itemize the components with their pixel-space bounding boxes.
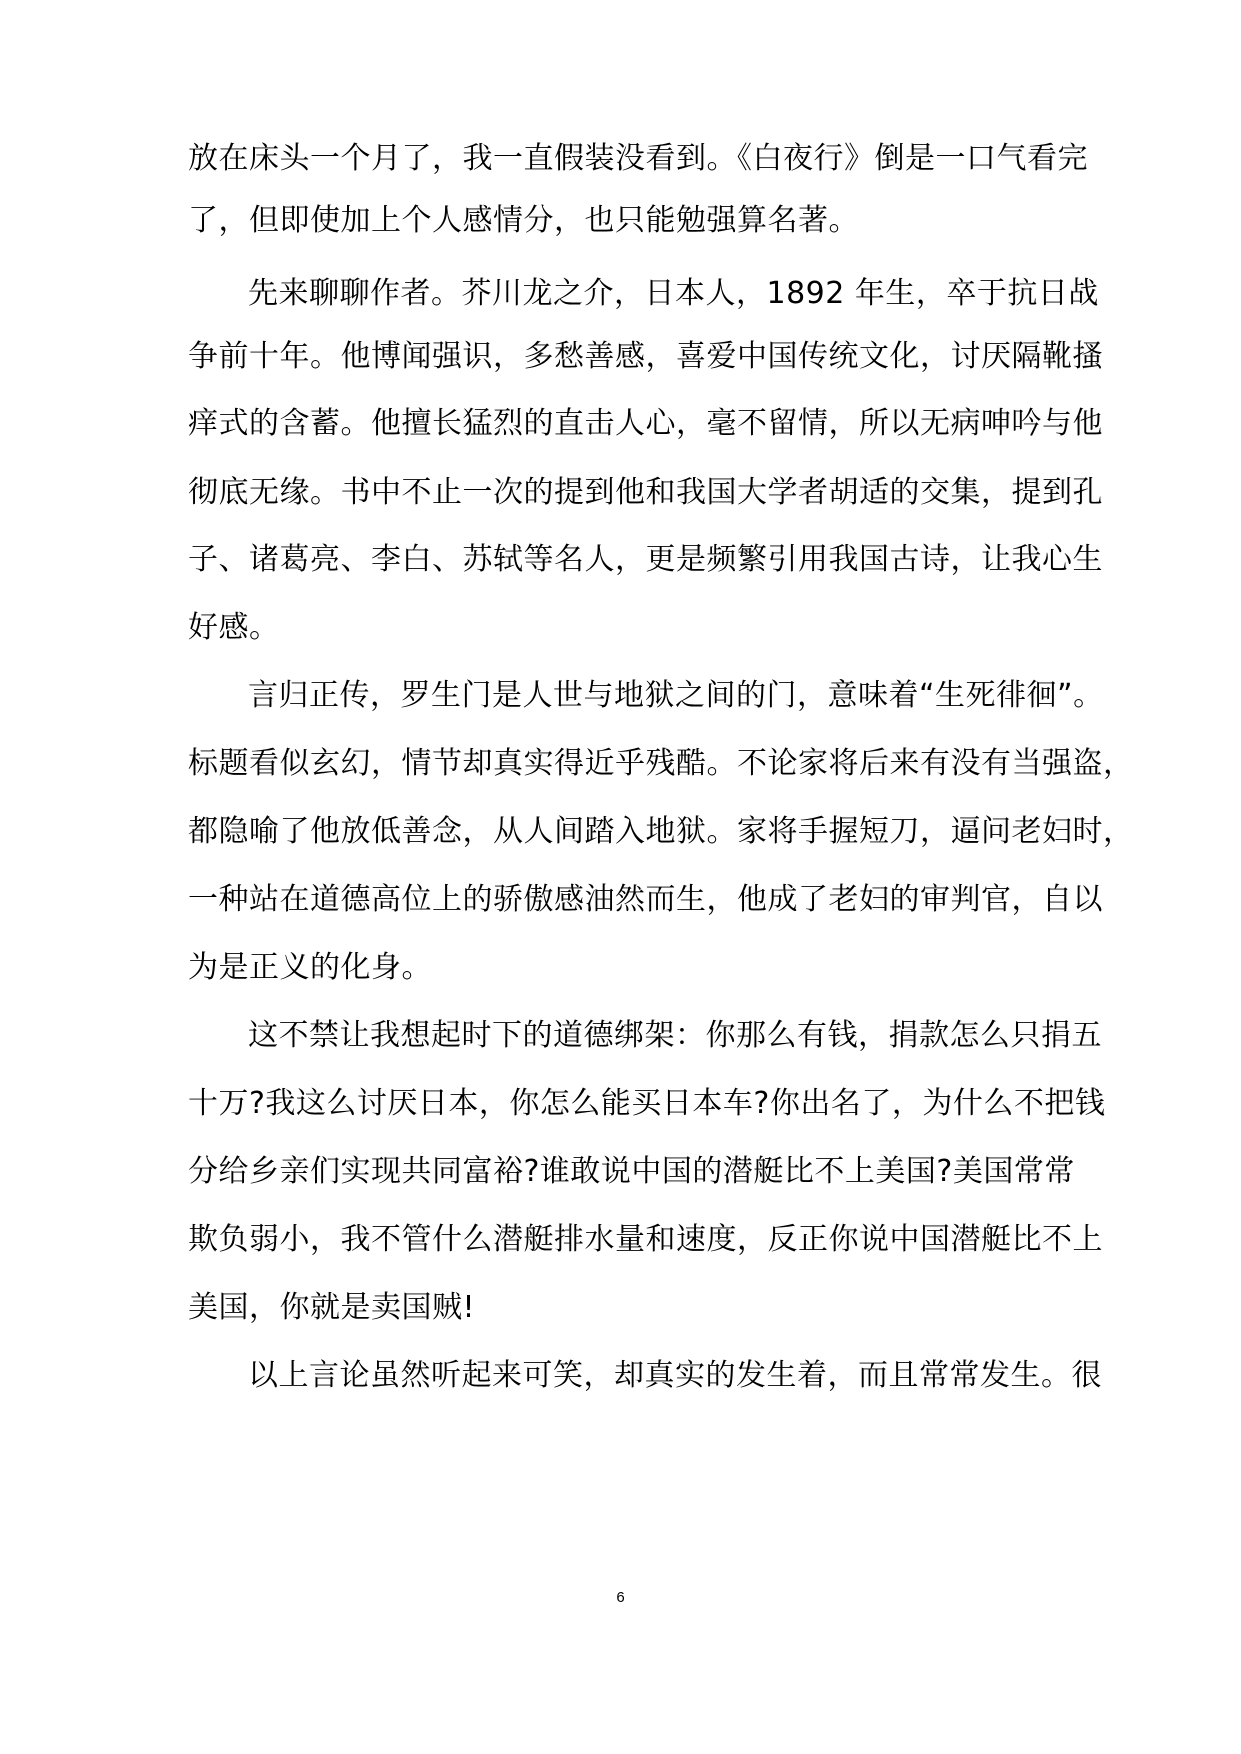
text-line-6: 彻底无缘。书中不止一次的提到他和我国大学者胡适的交集，提到孔 [188,475,1103,510]
text-line-4: 争前十年。他博闻强识，多愁善感，喜爱中国传统文化，讨厌隔靴搔 [188,339,1103,374]
text-line-11: 都隐喻了他放低善念，从人间踏入地狱。家将手握短刀，逼问老妇时， [188,814,1134,849]
page-number: 6 [616,1589,625,1606]
text-line-12: 一种站在道德高位上的骄傲感油然而生，他成了老妇的审判官，自以 [188,882,1103,917]
text-line-2: 了，但即使加上个人感情分，也只能勉强算名著。 [188,203,859,238]
text-line-5: 痒式的含蓄。他擅长猛烈的直击人心，毫不留情，所以无病呻吟与他 [188,406,1103,441]
text-line-1: 放在床头一个月了，我一直假装没看到。《白夜行》倒是一口气看完 [188,141,1088,176]
text-line-15: 十万?我这么讨厌日本，你怎么能买日本车?你出名了，为什么不把钱 [188,1086,1106,1121]
text-line-3: 先来聊聊作者。芥川龙之介，日本人，1892 年生，卒于抗日战 [248,276,1099,311]
text-line-8: 好感。 [188,610,280,645]
text-line-14: 这不禁让我想起时下的道德绑架：你那么有钱，捐款怎么只捐五 [248,1018,1102,1053]
text-line-10: 标题看似玄幻，情节却真实得近乎残酷。不论家将后来有没有当强盗， [188,746,1134,781]
text-line-18: 美国，你就是卖国贼! [188,1290,476,1325]
text-line-19: 以上言论虽然听起来可笑，却真实的发生着，而且常常发生。很 [248,1358,1102,1393]
text-line-16: 分给乡亲们实现共同富裕?谁敢说中国的潜艇比不上美国?美国常常 [188,1154,1075,1189]
text-line-13: 为是正义的化身。 [188,950,432,985]
text-line-7: 子、诸葛亮、李白、苏轼等名人，更是频繁引用我国古诗，让我心生 [188,542,1103,577]
text-line-9: 言归正传，罗生门是人世与地狱之间的门，意味着“生死徘徊”。 [248,678,1104,713]
text-line-17: 欺负弱小，我不管什么潜艇排水量和速度，反正你说中国潜艇比不上 [188,1222,1103,1257]
